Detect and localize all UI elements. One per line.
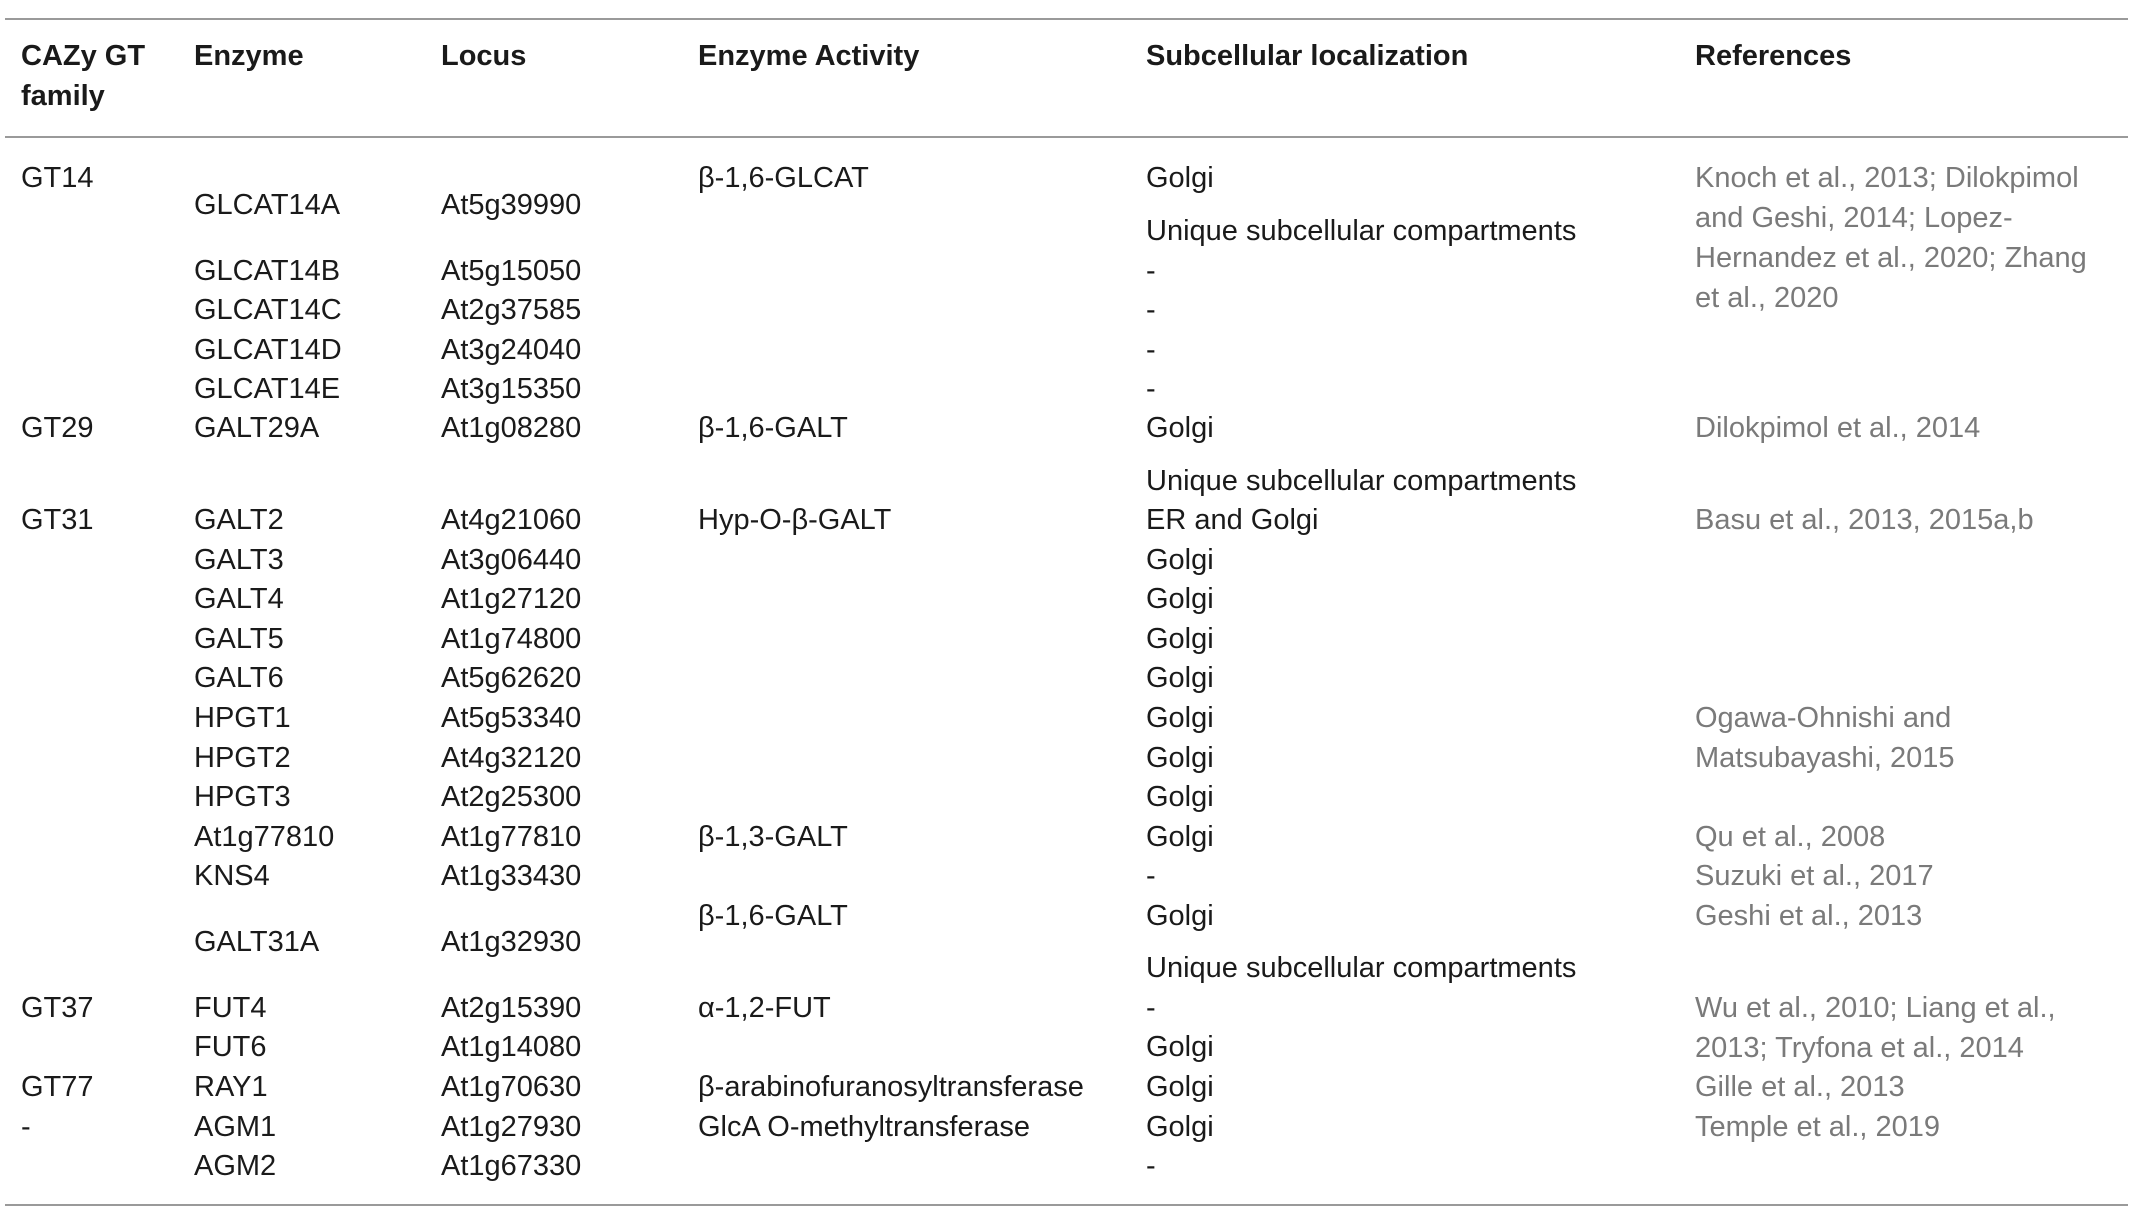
cell-enzyme: AGM2 [194, 1150, 277, 1182]
cell-locus: At5g15050 [441, 255, 582, 287]
cell-localization: - [1146, 992, 1156, 1024]
cell-enzyme: HPGT1 [194, 702, 291, 734]
cell-family: - [21, 1111, 31, 1143]
cell-enzyme: At1g77810 [194, 821, 335, 853]
cell-family: GT29 [21, 412, 94, 444]
cell-enzyme: GALT4 [194, 583, 284, 615]
reference-cell: Ogawa-Ohnishi and Matsubayashi, 2015 [1695, 702, 1955, 774]
cell-activity: GlcA O-methyltransferase [698, 1111, 1030, 1143]
cell-locus: At4g32120 [441, 742, 582, 774]
bottom-rule [5, 1204, 2128, 1206]
cell-localization: Golgi [1146, 900, 1214, 932]
cell-locus: At5g62620 [441, 662, 582, 694]
cell-localization: - [1146, 373, 1156, 405]
cell-localization: Golgi [1146, 623, 1214, 655]
header-family: CAZy GT family [21, 40, 146, 112]
reference-cell: Dilokpimol et al., 2014 [1695, 412, 1981, 444]
cell-activity: β-arabinofuranosyltransferase [698, 1071, 1084, 1103]
cell-activity: Hyp-O-β-GALT [698, 504, 892, 536]
cell-localization: - [1146, 860, 1156, 892]
cell-localization: Unique subcellular compartments [1146, 465, 1577, 497]
cell-localization: - [1146, 294, 1156, 326]
reference-cell: Temple et al., 2019 [1695, 1111, 1941, 1143]
cell-localization: Golgi [1146, 162, 1214, 194]
reference-cell: Knoch et al., 2013; Dilokpimol and Geshi, 2014; Lopez-Hernandez et al., 2020; Zhang et al., 2020 [1695, 162, 2087, 314]
cell-locus: At5g39990 [441, 189, 582, 221]
cell-locus: At1g27120 [441, 583, 582, 615]
cell-locus: At2g25300 [441, 781, 582, 813]
cell-localization: - [1146, 255, 1156, 287]
cell-enzyme: GALT3 [194, 544, 284, 576]
cell-locus: At2g15390 [441, 992, 582, 1024]
cell-enzyme: GLCAT14E [194, 373, 341, 405]
cell-locus: At5g53340 [441, 702, 582, 734]
reference-cell: Suzuki et al., 2017 [1695, 860, 1934, 892]
cell-localization: - [1146, 334, 1156, 366]
cell-localization: Golgi [1146, 781, 1214, 813]
cell-locus: At1g32930 [441, 926, 582, 958]
cell-localization: Golgi [1146, 1071, 1214, 1103]
cell-localization: Golgi [1146, 821, 1214, 853]
cell-enzyme: FUT6 [194, 1031, 267, 1063]
cell-localization: Golgi [1146, 1111, 1214, 1143]
top-rule [5, 18, 2128, 20]
cell-family: GT77 [21, 1071, 94, 1103]
cell-locus: At1g27930 [441, 1111, 582, 1143]
cell-activity: β-1,6-GALT [698, 900, 848, 932]
cell-activity: β-1,6-GALT [698, 412, 848, 444]
cell-enzyme: GLCAT14B [194, 255, 341, 287]
cell-enzyme: GLCAT14C [194, 294, 342, 326]
cell-localization: Unique subcellular compartments [1146, 952, 1577, 984]
header-references: References [1695, 40, 1852, 72]
header-enzyme: Enzyme [194, 40, 304, 72]
cell-enzyme: KNS4 [194, 860, 270, 892]
reference-cell: Qu et al., 2008 [1695, 821, 1886, 853]
reference-cell: Gille et al., 2013 [1695, 1071, 1905, 1103]
cell-family: GT37 [21, 992, 94, 1024]
cell-localization: Golgi [1146, 742, 1214, 774]
header-localization: Subcellular localization [1146, 40, 1469, 72]
cell-localization: ER and Golgi [1146, 504, 1319, 536]
cell-enzyme: GALT29A [194, 412, 320, 444]
cell-locus: At4g21060 [441, 504, 582, 536]
cell-locus: At1g08280 [441, 412, 582, 444]
cell-activity: β-1,3-GALT [698, 821, 848, 853]
header-locus: Locus [441, 40, 527, 72]
cell-localization: Golgi [1146, 583, 1214, 615]
cell-locus: At1g14080 [441, 1031, 582, 1063]
cell-enzyme: GLCAT14D [194, 334, 342, 366]
cell-localization: Golgi [1146, 412, 1214, 444]
cell-locus: At3g24040 [441, 334, 582, 366]
reference-cell: Wu et al., 2010; Liang et al., 2013; Tryfona et al., 2014 [1695, 992, 2056, 1064]
cell-enzyme: GALT31A [194, 926, 320, 958]
cell-enzyme: FUT4 [194, 992, 267, 1024]
cell-localization: Unique subcellular compartments [1146, 215, 1577, 247]
cell-locus: At2g37585 [441, 294, 582, 326]
cell-locus: At1g77810 [441, 821, 582, 853]
cell-localization: Golgi [1146, 544, 1214, 576]
cell-enzyme: HPGT2 [194, 742, 291, 774]
cell-locus: At1g70630 [441, 1071, 582, 1103]
cell-enzyme: AGM1 [194, 1111, 277, 1143]
cell-localization: Golgi [1146, 1031, 1214, 1063]
cell-locus: At3g15350 [441, 373, 582, 405]
header-activity: Enzyme Activity [698, 40, 920, 72]
reference-cell: Basu et al., 2013, 2015a,b [1695, 504, 2034, 536]
cell-enzyme: GALT2 [194, 504, 284, 536]
cell-localization: Golgi [1146, 702, 1214, 734]
cell-activity: β-1,6-GLCAT [698, 162, 869, 194]
header-rule [5, 136, 2128, 138]
cell-enzyme: RAY1 [194, 1071, 268, 1103]
cell-family: GT14 [21, 162, 94, 194]
cell-locus: At1g33430 [441, 860, 582, 892]
cell-enzyme: GALT6 [194, 662, 284, 694]
cell-localization: - [1146, 1150, 1156, 1182]
cell-family: GT31 [21, 504, 94, 536]
cell-enzyme: HPGT3 [194, 781, 291, 813]
cell-enzyme: GALT5 [194, 623, 284, 655]
cell-locus: At3g06440 [441, 544, 582, 576]
cell-activity: α-1,2-FUT [698, 992, 831, 1024]
cell-locus: At1g74800 [441, 623, 582, 655]
cell-locus: At1g67330 [441, 1150, 582, 1182]
reference-cell: Geshi et al., 2013 [1695, 900, 1923, 932]
cell-enzyme: GLCAT14A [194, 189, 341, 221]
cell-localization: Golgi [1146, 662, 1214, 694]
